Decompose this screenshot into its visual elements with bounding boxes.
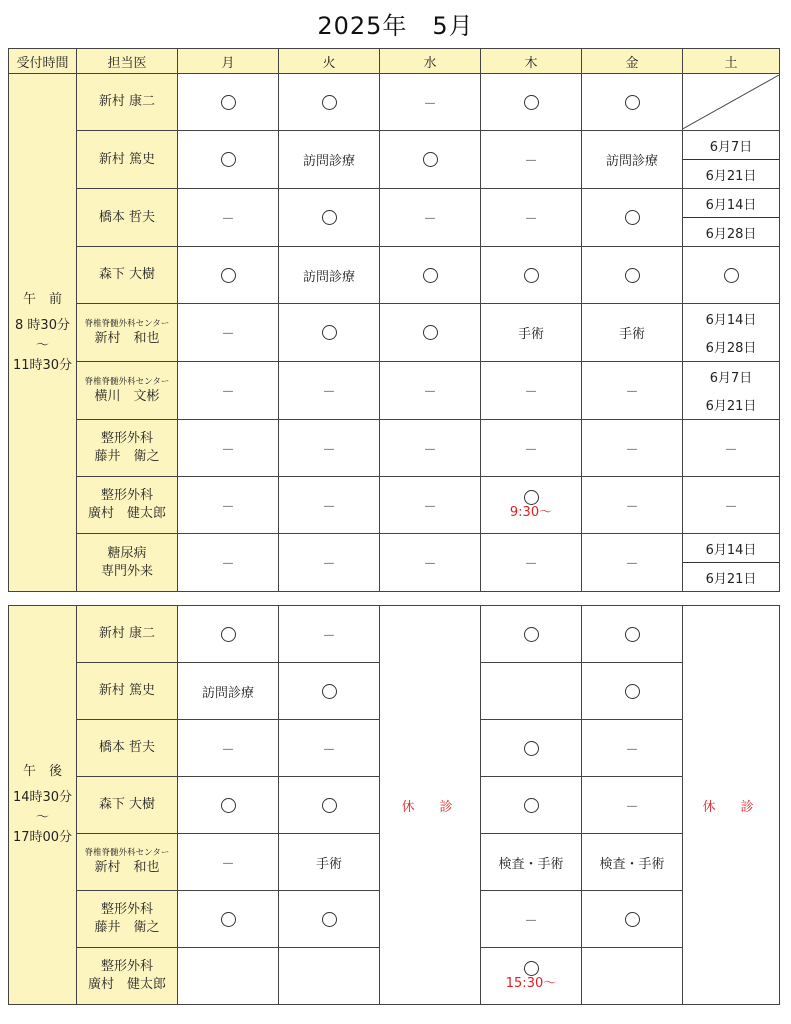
available-circle-icon xyxy=(221,268,236,283)
cell-value: － xyxy=(221,442,235,458)
doctor-name: 整形外科 xyxy=(100,902,153,917)
afternoon-schedule-table xyxy=(8,605,780,1005)
cell-value: － xyxy=(221,212,235,227)
doctor-name-line2: 廣村 健太郎 xyxy=(87,977,166,992)
doctor-cell xyxy=(77,131,178,189)
cell-value: － xyxy=(724,442,738,458)
available-circle-icon xyxy=(625,627,640,642)
cell-value: 手術 xyxy=(517,327,544,342)
doctor-cell xyxy=(77,362,178,420)
schedule-cell xyxy=(380,420,481,477)
doctor-name: 新村 康二 xyxy=(98,94,156,109)
schedule-cell xyxy=(582,362,683,420)
cell-value: － xyxy=(423,385,437,400)
available-circle-icon xyxy=(625,684,640,699)
schedule-cell xyxy=(178,777,279,834)
schedule-cell xyxy=(582,304,683,362)
saturday-date: 6月7日 xyxy=(683,131,779,160)
available-circle-icon xyxy=(423,325,438,340)
saturday-cell xyxy=(683,534,780,592)
doctor-name: 新村 和也 xyxy=(94,860,160,875)
doctor-name-line2: 藤井 衛之 xyxy=(94,449,160,464)
doctor-name: 森下 大樹 xyxy=(98,797,156,812)
no-service-diagonal xyxy=(683,75,779,129)
header-doctor: 担当医 xyxy=(77,49,178,74)
header-time: 受付時間 xyxy=(9,49,77,74)
schedule-cell xyxy=(178,420,279,477)
doctor-cell xyxy=(77,948,178,1005)
schedule-cell xyxy=(178,834,279,891)
doctor-cell xyxy=(77,420,178,477)
cell-value: － xyxy=(423,212,437,227)
saturday-date: 6月21日 xyxy=(705,399,757,415)
cell-value: － xyxy=(625,442,639,458)
available-circle-icon xyxy=(524,627,539,642)
saturday-cell xyxy=(683,74,780,131)
doctor-cell xyxy=(77,606,178,663)
reception-time-start: 8 時30分 xyxy=(15,317,70,333)
schedule-cell xyxy=(279,834,380,891)
department-label: 脊椎脊髄外科センター xyxy=(84,848,170,858)
schedule-cell xyxy=(582,720,683,777)
schedule-cell xyxy=(178,534,279,592)
cell-value: 訪問診療 xyxy=(302,154,355,169)
schedule-cell xyxy=(582,948,683,1005)
reception-time-label: 午 後 xyxy=(22,764,62,779)
available-circle-icon xyxy=(724,268,739,283)
doctor-cell xyxy=(77,663,178,720)
reception-time-end: 17時00分 xyxy=(12,830,73,845)
schedule-cell xyxy=(582,131,683,189)
schedule-cell xyxy=(178,948,279,1005)
header-sat: 土 xyxy=(683,49,780,74)
schedule-cell xyxy=(481,834,582,891)
available-circle-icon xyxy=(423,268,438,283)
page-title: 2025年 5月 xyxy=(317,12,474,40)
cell-value: － xyxy=(625,557,639,572)
header-wed: 水 xyxy=(380,49,481,74)
available-circle-icon xyxy=(221,912,236,927)
cell-value: － xyxy=(524,913,538,929)
schedule-cell xyxy=(582,189,683,247)
cell-value: － xyxy=(524,385,538,400)
available-circle-icon xyxy=(423,152,438,167)
saturday-cell xyxy=(683,247,780,304)
cell-value: － xyxy=(625,742,639,758)
start-time-note: 9:30～ xyxy=(509,504,553,520)
cell-value: － xyxy=(322,742,336,758)
start-time-note: 15:30～ xyxy=(505,975,557,991)
schedule-cell xyxy=(178,891,279,948)
doctor-name-line2: 専門外来 xyxy=(100,563,153,579)
schedule-cell xyxy=(582,534,683,592)
available-circle-icon xyxy=(322,210,337,225)
schedule-cell xyxy=(279,891,380,948)
doctor-cell xyxy=(77,189,178,247)
available-circle-icon xyxy=(322,95,337,110)
saturday-date: 6月14日 xyxy=(705,312,757,328)
doctor-name: 橋本 哲夫 xyxy=(98,740,156,755)
saturday-cell xyxy=(683,131,780,189)
schedule-cell xyxy=(279,606,380,663)
doctor-name: 新村 篤史 xyxy=(98,151,156,167)
doctor-cell xyxy=(77,304,178,362)
schedule-cell xyxy=(279,534,380,592)
pm-reception-time xyxy=(9,606,77,1005)
schedule-cell xyxy=(582,477,683,534)
doctor-cell xyxy=(77,777,178,834)
closed-label: 休 診 xyxy=(401,799,459,815)
available-circle-icon xyxy=(625,268,640,283)
schedule-cell xyxy=(279,477,380,534)
saturday-cell xyxy=(683,477,780,534)
schedule-cell xyxy=(178,362,279,420)
doctor-cell xyxy=(77,247,178,304)
cell-value: － xyxy=(524,154,538,169)
doctor-name: 横川 文彬 xyxy=(94,388,160,404)
schedule-cell xyxy=(380,189,481,247)
cell-value: 手術 xyxy=(618,327,645,342)
schedule-cell xyxy=(481,663,582,720)
available-circle-icon xyxy=(322,912,337,927)
cell-value: － xyxy=(625,799,639,815)
cell-value: － xyxy=(221,385,235,400)
schedule-cell xyxy=(279,247,380,304)
saturday-date: 6月21日 xyxy=(705,168,757,184)
schedule-cell xyxy=(481,720,582,777)
header-mon: 月 xyxy=(178,49,279,74)
available-circle-icon xyxy=(322,325,337,340)
schedule-cell xyxy=(481,74,582,131)
doctor-cell xyxy=(77,834,178,891)
schedule-cell xyxy=(380,362,481,420)
schedule-cell xyxy=(380,477,481,534)
schedule-cell xyxy=(481,420,582,477)
schedule-cell xyxy=(279,948,380,1005)
department-label: 脊椎脊髄外科センター xyxy=(84,376,170,387)
available-circle-icon xyxy=(221,152,236,167)
cell-value: 訪問診療 xyxy=(605,154,658,169)
cell-value: － xyxy=(625,499,639,515)
schedule-cell xyxy=(279,189,380,247)
available-circle-icon xyxy=(524,741,539,756)
header-tue: 火 xyxy=(279,49,380,74)
schedule-cell xyxy=(481,189,582,247)
table-row xyxy=(9,304,780,362)
department-label: 脊椎脊髄外科センター xyxy=(84,318,170,329)
schedule-cell xyxy=(481,606,582,663)
schedule-cell xyxy=(582,420,683,477)
schedule-cell xyxy=(481,777,582,834)
schedule-cell xyxy=(380,131,481,189)
available-circle-icon xyxy=(322,684,337,699)
wednesday-closed xyxy=(380,606,481,1005)
schedule-cell xyxy=(178,304,279,362)
saturday-date: 6月14日 xyxy=(683,189,779,218)
cell-value: 検査・手術 xyxy=(498,856,564,872)
table-row xyxy=(9,420,780,477)
available-circle-icon xyxy=(524,268,539,283)
doctor-name-line2: 藤井 衛之 xyxy=(94,920,160,935)
doctor-cell xyxy=(77,534,178,592)
header-fri: 金 xyxy=(582,49,683,74)
saturday-cell xyxy=(683,304,780,362)
available-circle-icon xyxy=(221,627,236,642)
cell-value: － xyxy=(423,557,437,572)
table-row xyxy=(9,74,780,131)
table-row xyxy=(9,362,780,420)
cell-value: － xyxy=(221,327,235,342)
cell-value: － xyxy=(423,96,437,112)
saturday-date: 6月28日 xyxy=(705,226,757,242)
doctor-name: 新村 篤史 xyxy=(98,683,156,698)
saturday-cell xyxy=(683,420,780,477)
cell-value: － xyxy=(322,557,336,572)
closed-label: 休 診 xyxy=(702,799,760,815)
schedule-cell xyxy=(481,131,582,189)
doctor-cell xyxy=(77,720,178,777)
schedule-cell xyxy=(380,74,481,131)
doctor-name: 整形外科 xyxy=(100,488,153,503)
cell-value: － xyxy=(322,628,336,644)
schedule-cell xyxy=(582,247,683,304)
table-row xyxy=(9,606,780,663)
cell-value: － xyxy=(423,499,437,515)
schedule-cell xyxy=(380,304,481,362)
schedule-cell xyxy=(279,304,380,362)
table-row xyxy=(9,189,780,247)
schedule-cell xyxy=(178,606,279,663)
doctor-cell xyxy=(77,477,178,534)
doctor-cell xyxy=(77,891,178,948)
reception-time-tilde: ～ xyxy=(35,810,49,825)
reception-time-tilde: ～ xyxy=(35,337,49,353)
schedule-cell xyxy=(279,362,380,420)
saturday-date: 6月28日 xyxy=(705,341,757,357)
schedule-cell xyxy=(582,891,683,948)
available-circle-icon xyxy=(322,798,337,813)
cell-value: － xyxy=(221,499,235,515)
available-circle-icon xyxy=(625,95,640,110)
schedule-cell xyxy=(380,247,481,304)
schedule-cell xyxy=(582,663,683,720)
cell-value: － xyxy=(423,442,437,458)
doctor-name: 新村 康二 xyxy=(98,626,156,641)
schedule-cell xyxy=(178,74,279,131)
doctor-cell xyxy=(77,74,178,131)
cell-value: － xyxy=(524,442,538,458)
schedule-cell xyxy=(481,891,582,948)
schedule-cell xyxy=(582,834,683,891)
reception-time-end: 11時30分 xyxy=(12,357,73,373)
reception-time-start: 14時30分 xyxy=(12,790,73,805)
doctor-name: 整形外科 xyxy=(100,959,153,974)
doctor-name: 整形外科 xyxy=(100,431,153,446)
cell-value: － xyxy=(625,385,639,400)
table-row xyxy=(9,534,780,592)
doctor-name-line2: 廣村 健太郎 xyxy=(87,506,166,521)
cell-value: 手術 xyxy=(315,856,342,872)
cell-value: － xyxy=(221,856,235,872)
doctor-name: 橋本 哲夫 xyxy=(98,209,156,225)
cell-value: － xyxy=(322,442,336,458)
cell-value: － xyxy=(221,557,235,572)
saturday-cell xyxy=(683,362,780,420)
schedule-cell xyxy=(481,362,582,420)
schedule-cell xyxy=(481,247,582,304)
cell-value: － xyxy=(221,742,235,758)
schedule-cell xyxy=(582,606,683,663)
cell-value: 訪問診療 xyxy=(302,269,355,285)
schedule-cell xyxy=(178,477,279,534)
saturday-date: 6月14日 xyxy=(683,534,779,563)
schedule-cell xyxy=(380,534,481,592)
schedule-cell xyxy=(481,948,582,1005)
schedule-cell xyxy=(178,720,279,777)
cell-value: － xyxy=(322,385,336,400)
available-circle-icon xyxy=(524,798,539,813)
table-row xyxy=(9,131,780,189)
doctor-name: 新村 和也 xyxy=(94,330,160,346)
morning-schedule-table xyxy=(8,48,780,592)
table-row xyxy=(9,477,780,534)
schedule-cell xyxy=(279,420,380,477)
schedule-cell xyxy=(279,74,380,131)
reception-time-label: 午 前 xyxy=(22,291,62,307)
available-circle-icon xyxy=(625,210,640,225)
doctor-name: 森下 大樹 xyxy=(98,267,156,282)
cell-value: － xyxy=(322,499,336,515)
schedule-cell xyxy=(279,131,380,189)
available-circle-icon xyxy=(221,798,236,813)
schedule-cell xyxy=(279,720,380,777)
doctor-name: 糖尿病 xyxy=(107,545,147,561)
available-circle-icon xyxy=(524,490,539,505)
schedule-cell xyxy=(279,663,380,720)
schedule-cell xyxy=(481,477,582,534)
schedule-cell xyxy=(481,534,582,592)
saturday-closed xyxy=(683,606,780,1005)
table-row xyxy=(9,247,780,304)
schedule-cell xyxy=(178,189,279,247)
cell-value: － xyxy=(724,499,738,515)
header-thu: 木 xyxy=(481,49,582,74)
cell-value: － xyxy=(524,212,538,227)
schedule-cell xyxy=(178,131,279,189)
available-circle-icon xyxy=(524,961,539,976)
available-circle-icon xyxy=(625,912,640,927)
schedule-cell xyxy=(481,304,582,362)
saturday-date: 6月7日 xyxy=(709,370,753,386)
cell-value: 訪問診療 xyxy=(201,685,254,701)
am-reception-time xyxy=(9,74,77,592)
schedule-cell xyxy=(582,74,683,131)
available-circle-icon xyxy=(524,95,539,110)
schedule-cell xyxy=(279,777,380,834)
schedule-cell xyxy=(178,247,279,304)
available-circle-icon xyxy=(221,95,236,110)
saturday-cell xyxy=(683,189,780,247)
cell-value: － xyxy=(524,557,538,572)
header-row xyxy=(9,49,780,74)
cell-value: 検査・手術 xyxy=(599,856,665,872)
schedule-cell xyxy=(582,777,683,834)
schedule-cell xyxy=(178,663,279,720)
saturday-date: 6月21日 xyxy=(705,571,757,587)
